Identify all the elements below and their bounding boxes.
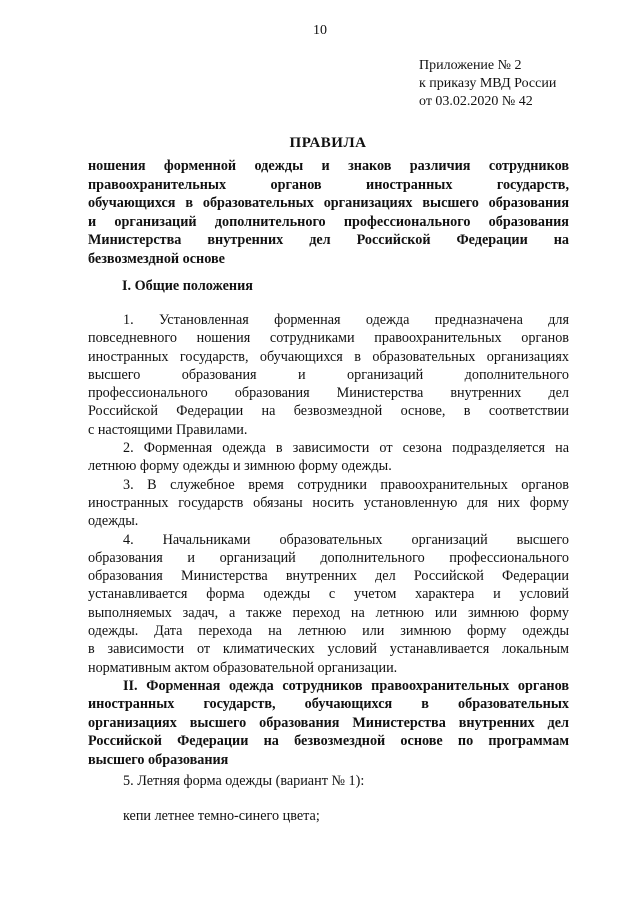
paragraph-line: повседневного ношения сотрудниками правоохранительных органов <box>88 330 569 347</box>
paragraph-1 <box>88 311 569 439</box>
item-summer-cap: кепи летнее темно-синего цвета; <box>123 808 320 824</box>
paragraph-line: 4. Начальниками образовательных организаций высшего <box>123 531 569 548</box>
item-summer-uniform: 5. Летняя форма одежды (вариант № 1): <box>123 773 365 789</box>
subtitle-line: правоохранительных органов иностранных государств, <box>88 176 569 193</box>
paragraph-line: нормативным актом образовательной организации. <box>88 659 398 676</box>
appendix-reference <box>419 57 556 111</box>
section-heading-line: организациях высшего образования Министерства внутренних дел <box>88 714 569 731</box>
paragraph-line: 3. В служебное время сотрудники правоохранительных органов <box>123 476 569 493</box>
paragraph-line: образования Министерства внутренних дел Российской Федерации <box>88 568 569 585</box>
appendix-number: Приложение № 2 <box>419 58 522 73</box>
paragraph-line: высшего образования и организаций дополнительного <box>88 366 569 383</box>
section-heading-line: Российской Федерации на безвозмездной основе по программам <box>88 733 569 750</box>
paragraph-line: в зависимости от климатических условий устанавливается локальным <box>88 641 569 658</box>
paragraph-line: 1. Установленная форменная одежда предназначена для <box>123 312 569 328</box>
paragraph-line: одежды. <box>88 513 139 530</box>
paragraph-2 <box>88 439 569 476</box>
appendix-order: к приказу МВД России <box>419 76 557 91</box>
paragraph-line: одежды. Дата перехода на летнюю или зимнюю форму одежды <box>88 623 569 640</box>
section-heading-line: II. Форменная одежда сотрудников правоохранительных органов <box>123 678 569 694</box>
paragraph-line: с настоящими Правилами. <box>88 421 248 438</box>
paragraph-line: Российской Федерации на безвозмездной основе, в соответствии <box>88 403 569 420</box>
document-title: ПРАВИЛА <box>289 135 367 151</box>
paragraph-line: устанавливается форма одежды с учетом характера и условий <box>88 586 569 603</box>
page-number: 10 <box>313 23 327 38</box>
subtitle-line: Министерства внутренних дел Российской Федерации на <box>88 232 569 249</box>
paragraph-line: 2. Форменная одежда в зависимости от сезона подразделяется на <box>123 440 569 457</box>
document-subtitle <box>88 157 569 269</box>
section-body-general <box>88 311 569 677</box>
subtitle-line: безвозмездной основе <box>88 250 225 267</box>
section-heading-line: иностранных государств, обучающихся в образовательных <box>88 696 569 713</box>
paragraph-line: профессионального образования Министерства внутренних дел <box>88 385 569 402</box>
paragraph-line: иностранных государств обязаны носить установленную для них форму <box>88 494 569 511</box>
section-heading-uniform <box>88 677 569 769</box>
subtitle-line: и организаций дополнительного профессионального образования <box>88 213 569 230</box>
appendix-date-number: от 03.02.2020 № 42 <box>419 94 533 109</box>
paragraph-line: летнюю форму одежды и зимнюю форму одежды. <box>88 458 392 475</box>
section-heading-general: I. Общие положения <box>122 278 253 294</box>
paragraph-3 <box>88 476 569 531</box>
paragraph-line: образования и организаций дополнительного профессионального <box>88 549 569 566</box>
paragraph-4 <box>88 531 569 677</box>
paragraph-line: иностранных государств, обучающихся в образовательных организациях <box>88 348 569 365</box>
paragraph-line: выполняемых задач, а также переход на летнюю или зимнюю форму <box>88 604 569 621</box>
section-heading-line: высшего образования <box>88 751 229 768</box>
subtitle-line: обучающихся в образовательных организациях высшего образования <box>88 195 569 212</box>
subtitle-line: ношения форменной одежды и знаков различия сотрудников <box>88 158 569 174</box>
